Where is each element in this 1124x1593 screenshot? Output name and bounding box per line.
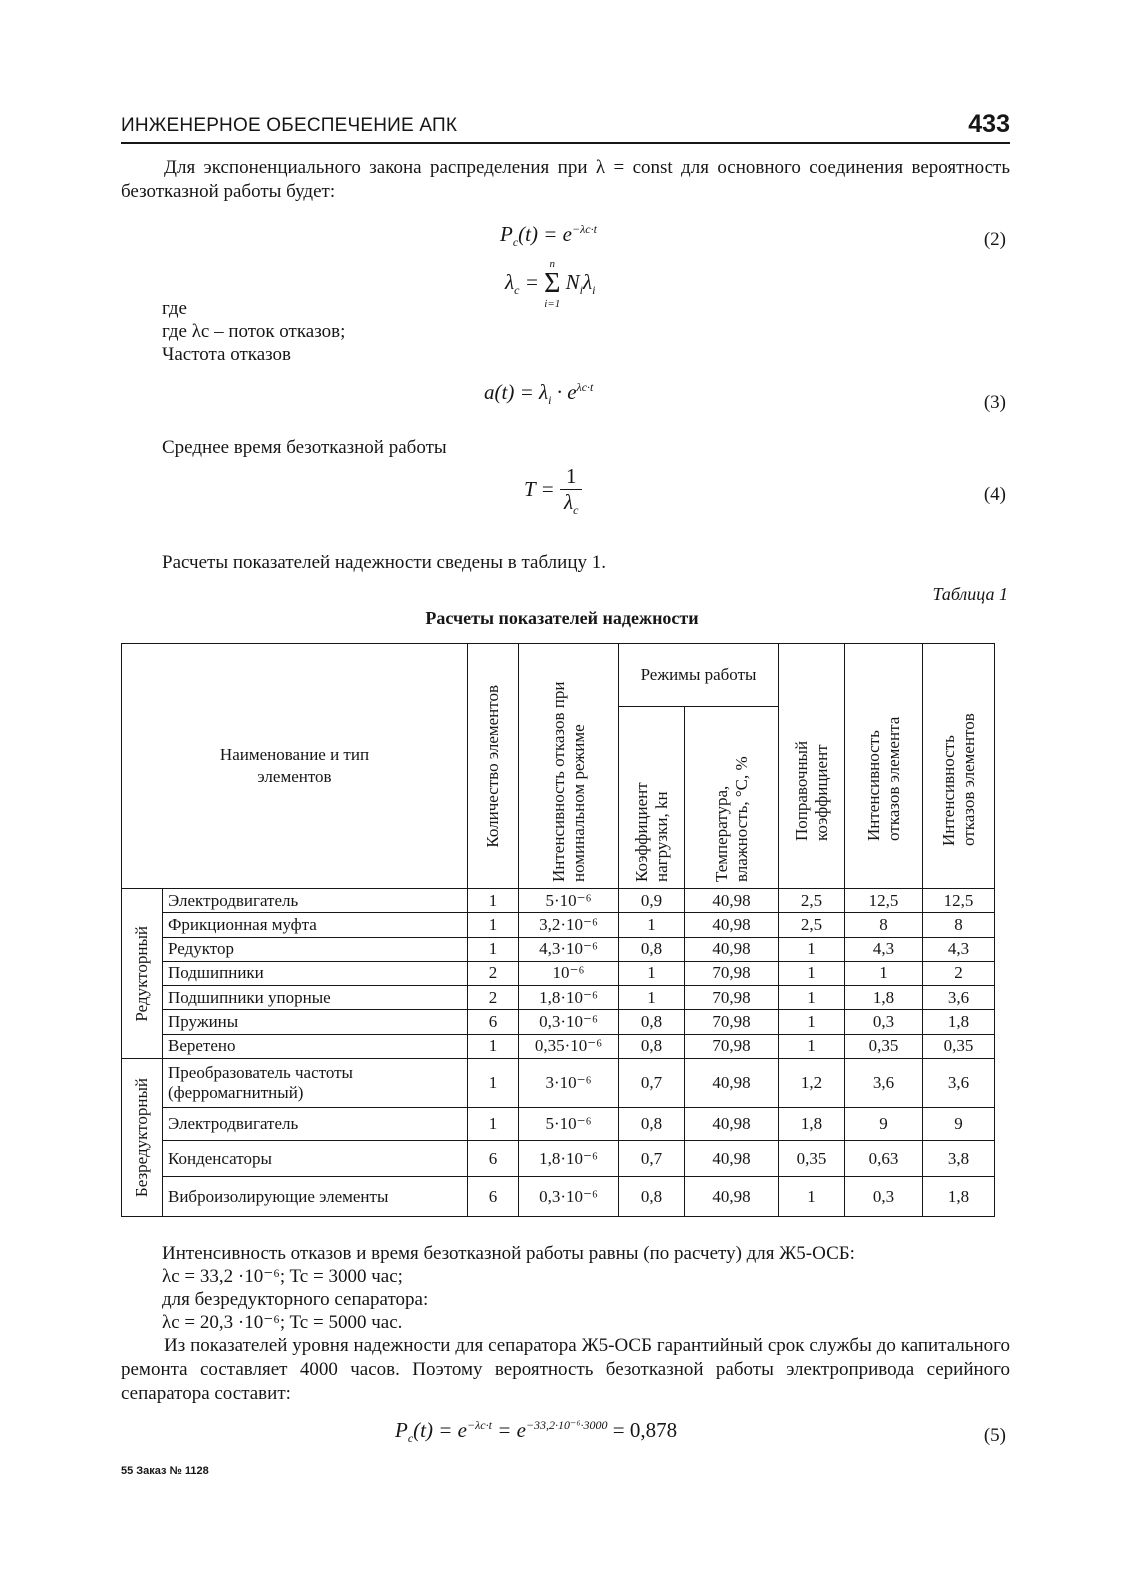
element-name-cell: Пружины bbox=[163, 1010, 468, 1034]
table-cell: 0,3 bbox=[845, 1010, 923, 1034]
table-cell: 0,8 bbox=[619, 1107, 685, 1140]
group-label-gearless: Безредукторный bbox=[122, 1058, 163, 1216]
table-row bbox=[122, 888, 995, 912]
element-name-cell: Электродвигатель bbox=[163, 888, 468, 912]
table-cell: 6 bbox=[468, 1177, 519, 1217]
table-cell: 4,3 bbox=[923, 937, 995, 961]
table-cell: 9 bbox=[923, 1107, 995, 1140]
table-cell: 0,8 bbox=[619, 1177, 685, 1217]
table-cell: 40,98 bbox=[685, 913, 779, 937]
results-line-1: Интенсивность отказов и время безотказной работы равны (по расчету) для Ж5-ОСБ: bbox=[162, 1243, 855, 1264]
element-name-cell: Фрикционная муфта bbox=[163, 913, 468, 937]
table-row bbox=[122, 1107, 995, 1140]
table-cell: 2 bbox=[923, 961, 995, 985]
header-element-intensity: Интенсивность отказов элемента bbox=[845, 644, 923, 889]
table-label: Таблица 1 bbox=[932, 584, 1008, 604]
formula-5: $P_c(t) = e^{-\lambda c\cdot t} = e^{-33,2\cdot 10^{-6}\cdot 3000} = 0,878$ bbox=[395, 1418, 678, 1446]
table-cell: 70,98 bbox=[685, 1010, 779, 1034]
table-cell: 6 bbox=[468, 1140, 519, 1176]
table-cell: 40,98 bbox=[685, 888, 779, 912]
table-cell: 2 bbox=[468, 986, 519, 1010]
table-cell: 9 bbox=[845, 1107, 923, 1140]
table-cell: 0,35·10⁻⁶ bbox=[519, 1034, 619, 1058]
conclusion-paragraph: Из показателей уровня надежности для сепаратора Ж5-ОСБ гарантийный срок службы до капитального ремонта составляет 4000 часов. Поэтому вероятность безотказной работы электропривода серийного сепаратора составит: bbox=[121, 1335, 1010, 1404]
table-cell: 1 bbox=[779, 937, 845, 961]
table-cell: 0,3 bbox=[845, 1177, 923, 1217]
results-line-3: для безредукторного сепаратора: bbox=[162, 1289, 429, 1310]
table-cell: 1,8 bbox=[779, 1107, 845, 1140]
group-label-reductor: Редукторный bbox=[122, 888, 163, 1058]
table-cell: 2 bbox=[468, 961, 519, 985]
formula-sum: $\lambda_c$ = n Σ i=1 $N_i\lambda_i$ bbox=[505, 258, 596, 310]
table-cell: 40,98 bbox=[685, 1140, 779, 1176]
table-row bbox=[122, 1058, 995, 1107]
header-intensity-nominal: Интенсивность отказов при номинальном режиме bbox=[519, 644, 619, 889]
table-cell: 8 bbox=[845, 913, 923, 937]
header-correction: Поправочный коэффициент bbox=[779, 644, 845, 889]
table-cell: 0,63 bbox=[845, 1140, 923, 1176]
header-temperature: Температура, влажность, °С, % bbox=[685, 706, 779, 888]
fraction: $\frac{1}{\lambda_c}$ bbox=[560, 464, 582, 518]
table-cell: 8 bbox=[923, 913, 995, 937]
table-intro: Расчеты показателей надежности сведены в таблицу 1. bbox=[162, 552, 607, 573]
table-cell: 3,2·10⁻⁶ bbox=[519, 913, 619, 937]
table-cell: 2,5 bbox=[779, 913, 845, 937]
formula-3: $a(t) = \lambda_i \cdot e^{\lambda c\cdot t}$ bbox=[484, 380, 594, 408]
header-modes: Режимы работы bbox=[619, 644, 779, 707]
equation-number-4: (4) bbox=[983, 484, 1006, 505]
results-line-2: λc = 33,2 ·10⁻⁶; Tc = 3000 час; bbox=[162, 1266, 403, 1287]
table-cell: 12,5 bbox=[845, 888, 923, 912]
intro-paragraph: Для экспоненциального закона распределения при λ = const для основного соединения вероятность безотказной работы будет: bbox=[121, 157, 1010, 202]
table-cell: 6 bbox=[468, 1010, 519, 1034]
table-cell: 1 bbox=[779, 986, 845, 1010]
table-cell: 1 bbox=[468, 888, 519, 912]
table-row bbox=[122, 1034, 995, 1058]
table-row bbox=[122, 913, 995, 937]
table-row bbox=[122, 1140, 995, 1176]
table-cell: 40,98 bbox=[685, 1058, 779, 1107]
table-cell: 1 bbox=[468, 937, 519, 961]
header-name: Наименование и тип элементов bbox=[122, 644, 468, 889]
element-name-cell: Электродвигатель bbox=[163, 1107, 468, 1140]
table-cell: 0,8 bbox=[619, 1010, 685, 1034]
table-cell: 1 bbox=[779, 1177, 845, 1217]
reliability-table bbox=[121, 643, 995, 1217]
where-line-3: Частота отказов bbox=[162, 344, 292, 365]
table-cell: 0,35 bbox=[923, 1034, 995, 1058]
element-name-cell: Подшипники bbox=[163, 961, 468, 985]
table-cell: 0,35 bbox=[779, 1140, 845, 1176]
table-cell: 3·10⁻⁶ bbox=[519, 1058, 619, 1107]
equation-number-3: (3) bbox=[983, 392, 1006, 413]
table-cell: 0,8 bbox=[619, 1034, 685, 1058]
table-cell: 1 bbox=[619, 986, 685, 1010]
footer-note: 55 Заказ № 1128 bbox=[121, 1465, 209, 1477]
header-load-coef: Коэффициент нагрузки, kн bbox=[619, 706, 685, 888]
table-cell: 5·10⁻⁶ bbox=[519, 1107, 619, 1140]
table-cell: 0,35 bbox=[845, 1034, 923, 1058]
table-cell: 3,8 bbox=[923, 1140, 995, 1176]
table-cell: 1 bbox=[468, 1034, 519, 1058]
element-name-cell: Конденсаторы bbox=[163, 1140, 468, 1176]
table-row bbox=[122, 986, 995, 1010]
element-name-cell: Веретено bbox=[163, 1034, 468, 1058]
running-header bbox=[121, 108, 1010, 144]
table-cell: 70,98 bbox=[685, 961, 779, 985]
table-cell: 3,6 bbox=[923, 1058, 995, 1107]
table-cell: 1 bbox=[845, 961, 923, 985]
table-cell: 1 bbox=[779, 1034, 845, 1058]
where-line-1: где bbox=[162, 298, 187, 319]
table-row bbox=[122, 1177, 995, 1217]
page-number: 433 bbox=[968, 110, 1010, 138]
table-row bbox=[122, 961, 995, 985]
element-name-cell: Виброизолирующие элементы bbox=[163, 1177, 468, 1217]
table-cell: 1,8 bbox=[923, 1177, 995, 1217]
table-cell: 5·10⁻⁶ bbox=[519, 888, 619, 912]
element-name-cell: Преобразователь частоты (ферромагнитный) bbox=[163, 1058, 468, 1107]
table-cell: 12,5 bbox=[923, 888, 995, 912]
table-cell: 4,3·10⁻⁶ bbox=[519, 937, 619, 961]
table-cell: 1,8 bbox=[845, 986, 923, 1010]
table-cell: 70,98 bbox=[685, 986, 779, 1010]
table-cell: 10⁻⁶ bbox=[519, 961, 619, 985]
table-cell: 40,98 bbox=[685, 937, 779, 961]
equation-number-2: (2) bbox=[983, 229, 1006, 250]
table-cell: 1,8·10⁻⁶ bbox=[519, 986, 619, 1010]
header-count: Количество элементов bbox=[468, 644, 519, 889]
table-title: Расчеты показателей надежности bbox=[425, 608, 699, 628]
where-line-2: где λc – поток отказов; bbox=[162, 321, 346, 342]
table-cell: 1 bbox=[468, 913, 519, 937]
table-cell: 70,98 bbox=[685, 1034, 779, 1058]
table-cell: 2,5 bbox=[779, 888, 845, 912]
header-title: ИНЖЕНЕРНОЕ ОБЕСПЕЧЕНИЕ АПК bbox=[121, 115, 458, 136]
table-cell: 0,7 bbox=[619, 1140, 685, 1176]
table-cell: 0,8 bbox=[619, 937, 685, 961]
table-cell: 1,2 bbox=[779, 1058, 845, 1107]
table-row bbox=[122, 1010, 995, 1034]
equation-number-5: (5) bbox=[983, 1425, 1006, 1446]
sum-operator: n Σ i=1 bbox=[544, 258, 561, 310]
table-cell: 0,9 bbox=[619, 888, 685, 912]
header-elements-intensity: Интенсивность отказов элементов bbox=[923, 644, 995, 889]
table-cell: 1,8·10⁻⁶ bbox=[519, 1140, 619, 1176]
table-cell: 40,98 bbox=[685, 1107, 779, 1140]
table-cell: 1,8 bbox=[923, 1010, 995, 1034]
table-row bbox=[122, 937, 995, 961]
table-cell: 40,98 bbox=[685, 1177, 779, 1217]
formula-4: T = $\frac{1}{\lambda_c}$ bbox=[524, 464, 582, 518]
table-cell: 1 bbox=[468, 1058, 519, 1107]
results-line-4: λc = 20,3 ·10⁻⁶; Tc = 5000 час. bbox=[162, 1312, 403, 1333]
table-cell: 1 bbox=[779, 961, 845, 985]
element-name-cell: Редуктор bbox=[163, 937, 468, 961]
table-cell: 1 bbox=[779, 1010, 845, 1034]
table-cell: 4,3 bbox=[845, 937, 923, 961]
element-name-cell: Подшипники упорные bbox=[163, 986, 468, 1010]
table-cell: 0,3·10⁻⁶ bbox=[519, 1177, 619, 1217]
table-cell: 0,7 bbox=[619, 1058, 685, 1107]
table-cell: 3,6 bbox=[845, 1058, 923, 1107]
formula-2: $P_c(t) = e^{-\lambda c\cdot t}$ bbox=[500, 222, 597, 250]
mean-time-label: Среднее время безотказной работы bbox=[162, 437, 447, 458]
table-cell: 3,6 bbox=[923, 986, 995, 1010]
table-cell: 1 bbox=[468, 1107, 519, 1140]
table-cell: 1 bbox=[619, 913, 685, 937]
table-cell: 1 bbox=[619, 961, 685, 985]
table-cell: 0,3·10⁻⁶ bbox=[519, 1010, 619, 1034]
